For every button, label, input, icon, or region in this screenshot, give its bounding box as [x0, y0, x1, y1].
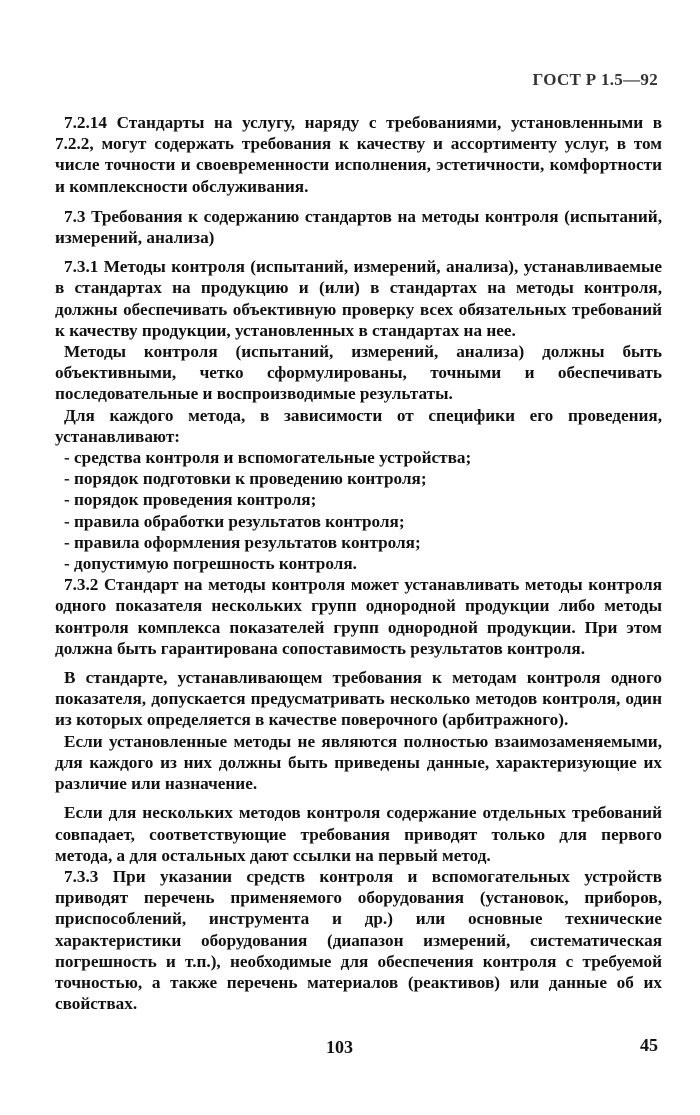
sheet-number: 45 [640, 1035, 658, 1055]
paragraph-7-2-14: 7.2.14 Стандарты на услугу, наряду с требованиями, установленными в 7.2.2, могут содержать требования к качеству и ассортименту услуг, в том числе точности и своевременности исполнения, эстетичности, комфортности и комплексности обслуживания. [55, 113, 662, 196]
list-item: - правила обработки результатов контроля; [64, 511, 405, 531]
list-item: - правила оформления результатов контроля; [64, 532, 421, 552]
document-body [55, 112, 662, 1014]
paragraph-7-3-2: 7.3.2 Стандарт на методы контроля может устанавливать методы контроля одного показателя нескольких групп однородной продукции либо методы контроля комплекса показателей групп однородной продукции. При этом должна быть гарантирована сопоставимость результатов контроля. [55, 575, 662, 658]
list-item: - средства контроля и вспомогательные устройства; [64, 448, 472, 468]
list-item: - допустимую погрешность контроля. [64, 554, 357, 574]
paragraph-methods-objective: Методы контроля (испытаний, измерений, анализа) должны быть объективными, четко сформулированы, точными и обеспечивать последовательные и воспроизводимые результаты. [55, 342, 662, 404]
list-item: - порядок подготовки к проведению контроля; [64, 469, 427, 489]
page-number: 103 [326, 1037, 353, 1057]
paragraph-arbitration-method: В стандарте, устанавливающем требования к методам контроля одного показателя, допускается предусматривать несколько методов контроля, один из которых определяется в качестве поверочного (арбитражного). [55, 668, 662, 730]
paragraph-7-3-3: 7.3.3 При указании средств контроля и вспомогательных устройств приводят перечень применяемого оборудования (установок, приборов, приспособлений, инструмента и др.) или основные технические характеристики оборудования (диапазон измерений, систематическая погрешность и т.п.), необходимые для обеспечения контроля с требуемой точностью, а также перечень материалов (реактивов) или данные об их свойствах. [55, 866, 662, 1014]
paragraph-for-each-method: Для каждого метода, в зависимости от специфики его проведения, устанавливают: [55, 405, 662, 446]
paragraph-not-interchangeable: Если установленные методы не являются полностью взаимозаменяемыми, для каждого из них должны быть приведены данные, характеризующие их различие или назначение. [55, 731, 662, 794]
list-item: - порядок проведения контроля; [64, 490, 317, 510]
section-title-7-3: 7.3 Требования к содержанию стандартов на методы контроля (испытаний, измерений, анализа) [55, 206, 662, 248]
requirements-list [55, 447, 662, 574]
paragraph-7-3-1: 7.3.1 Методы контроля (испытаний, измерений, анализа), устанавливаемые в стандартах на продукцию и (или) в стандартах на методы контроля, должны обеспечивать объективную проверку всех обязательных требований к качеству продукции, установленных в стандартах на нее. [55, 257, 662, 340]
document-header-standard-ref: ГОСТ Р 1.5—92 [532, 70, 658, 89]
paragraph-same-requirements: Если для нескольких методов контроля содержание отдельных требований совпадает, соответствующие требования приводят только для первого метода, а для остальных дают ссылки на первый метод. [55, 803, 662, 865]
